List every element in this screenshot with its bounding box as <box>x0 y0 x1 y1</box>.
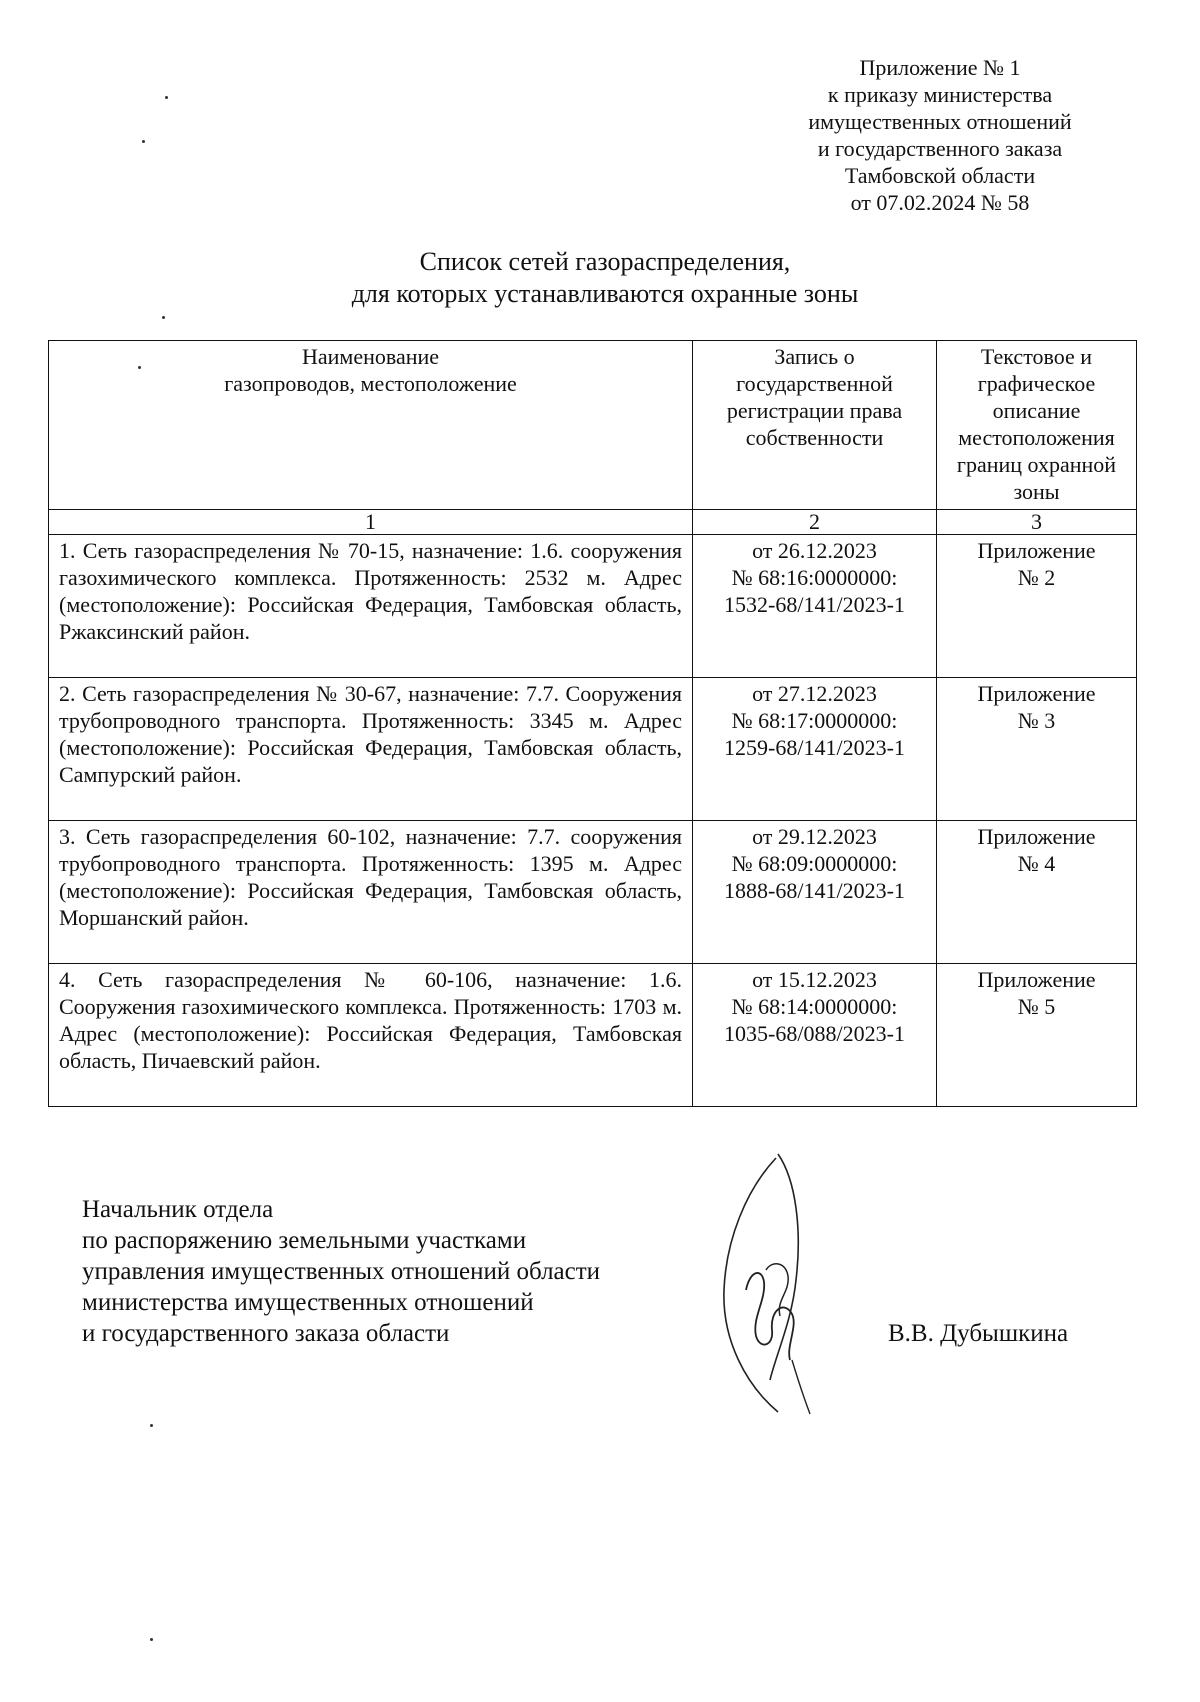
table-row <box>49 678 1137 821</box>
column-number: 1 <box>49 510 693 535</box>
handwritten-signature <box>706 1150 846 1420</box>
appendix-line: Тамбовской области <box>844 163 1036 188</box>
appendix-line: к приказу министерства <box>827 82 1053 107</box>
header-registration: Запись о государственной регистрации права собственности <box>693 341 937 510</box>
network-name-cell: 1. Сеть газораспределения № 70-15, назначение: 1.6. сооружения газохимического комплекса. Протяженность: 2532 м. Адрес (местоположение): Российская Федерация, Тамбовская область, Ржаксинский район. <box>49 535 693 678</box>
appendix-line: и государственного заказа <box>817 136 1063 161</box>
registration-cell: от 26.12.2023 № 68:16:0000000: 1532-68/141/2023-1 <box>693 535 937 678</box>
scan-speck <box>142 140 145 143</box>
signer-name: В.В. Дубышкина <box>888 1320 1069 1347</box>
appendix-line: Приложение № 1 <box>859 55 1021 80</box>
description-cell: Приложение № 3 <box>937 678 1137 821</box>
scan-speck <box>138 366 141 369</box>
appendix-header <box>760 54 1120 216</box>
appendix-line: имущественных отношений <box>808 109 1072 134</box>
registration-cell: от 27.12.2023 № 68:17:0000000: 1259-68/141/2023-1 <box>693 678 937 821</box>
signer-position-line: министерства имущественных отношений <box>82 1289 534 1316</box>
signer-position-line: по распоряжению земельными участками <box>82 1227 527 1254</box>
network-name-cell: 4. Сеть газораспределения № 60-106, назначение: 1.6. Сооружения газохимического комплекса. Протяженность: 1703 м. Адрес (местоположение): Российская Федерация, Тамбовская область, Пичаевский район. <box>49 964 693 1107</box>
column-number: 3 <box>937 510 1137 535</box>
description-cell: Приложение № 4 <box>937 821 1137 964</box>
table-header-row <box>49 341 1137 510</box>
network-name-cell: 2. Сеть газораспределения № 30-67, назначение: 7.7. Сооружения трубопроводного транспорта. Протяженность: 3345 м. Адрес (местоположение): Российская Федерация, Тамбовская область, Сампурский район. <box>49 678 693 821</box>
signer-position-line: и государственного заказа области <box>82 1320 450 1347</box>
header-description: Текстовое и графическое описание местоположения границ охранной зоны <box>937 341 1137 510</box>
registration-cell: от 15.12.2023 № 68:14:0000000: 1035-68/088/2023-1 <box>693 964 937 1107</box>
signer-position-line: Начальник отдела <box>82 1196 274 1223</box>
description-cell: Приложение № 2 <box>937 535 1137 678</box>
column-number: 2 <box>693 510 937 535</box>
scan-speck <box>165 96 168 99</box>
scan-speck <box>150 1638 153 1641</box>
column-number-row <box>49 510 1137 535</box>
table-row <box>49 821 1137 964</box>
table-row <box>49 964 1137 1107</box>
appendix-line: от 07.02.2024 № 58 <box>850 190 1030 215</box>
header-name: Наименование газопроводов, местоположение <box>49 341 693 510</box>
title-line-2: для которых устанавливаются охранные зоны <box>351 279 859 308</box>
scan-speck <box>150 1424 153 1427</box>
gas-network-table <box>48 340 1137 1107</box>
document-title <box>200 246 1010 310</box>
title-line-1: Список сетей газораспределения, <box>419 247 791 276</box>
description-cell: Приложение № 5 <box>937 964 1137 1107</box>
table-row <box>49 535 1137 678</box>
scan-speck <box>162 316 165 319</box>
registration-cell: от 29.12.2023 № 68:09:0000000: 1888-68/141/2023-1 <box>693 821 937 964</box>
signer-position <box>82 1194 722 1349</box>
signer-position-line: управления имущественных отношений области <box>82 1258 601 1285</box>
network-name-cell: 3. Сеть газораспределения 60-102, назначение: 7.7. сооружения трубопроводного транспорта. Протяженность: 1395 м. Адрес (местоположение): Российская Федерация, Тамбовская область, Моршанский район. <box>49 821 693 964</box>
